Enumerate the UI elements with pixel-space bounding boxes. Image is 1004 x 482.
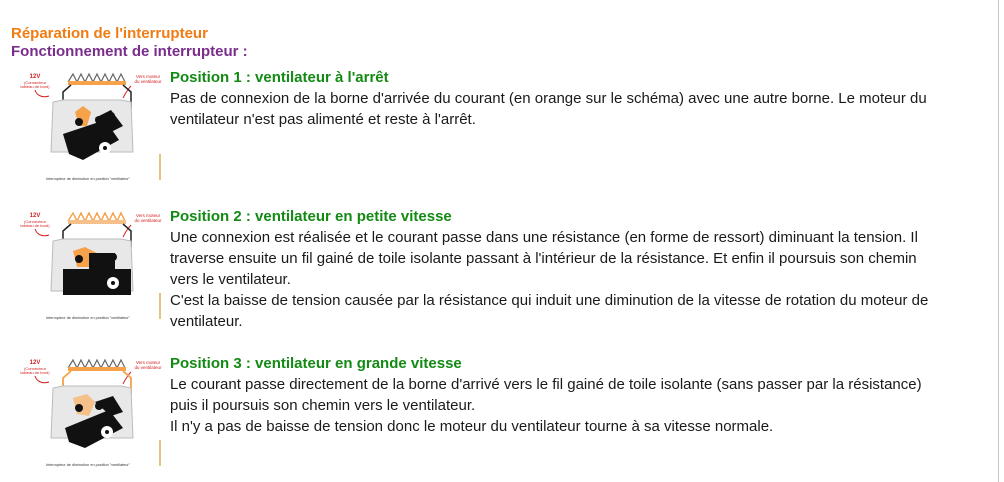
position-3-title: Position 3 : ventilateur en grande vitesse <box>170 355 462 372</box>
position-2-paragraph-1: Une connexion est réalisée et le courant passe dans une résistance (en forme de ressort) diminuant la tension. Il traverse ensuite un fil gainé de toile isolante passant à l'intérieur de la résistance. Et enfin il poursuis son chemin vers le ventilateur. <box>170 229 918 288</box>
svg-text:tableau de bord): tableau de bord) <box>20 84 50 89</box>
svg-text:tableau de bord): tableau de bord) <box>20 370 50 375</box>
diagram-caption: Interrupteur de diminution en position "ventilateur" <box>46 316 130 320</box>
svg-text:Vers moteur: Vers moteur <box>135 213 161 218</box>
svg-text:Vers moteur: Vers moteur <box>135 360 161 365</box>
position-1-text <box>170 68 930 130</box>
diagram-caption: Interrupteur de diminution en position "ventilateur" <box>46 177 130 181</box>
position-2-paragraph-2: C'est la baisse de tension causée par la résistance qui induit une diminution de la vitesse de rotation du moteur de ventilateur. <box>170 292 929 330</box>
svg-text:du ventilateur: du ventilateur <box>134 79 162 84</box>
page-content <box>11 25 991 61</box>
function-title: Fonctionnement de interrupteur : <box>11 43 248 60</box>
svg-text:(Connecteur: (Connecteur <box>23 219 47 224</box>
switch-diagram-position-1 <box>13 68 163 181</box>
repair-title: Réparation de l'interrupteur <box>11 25 208 42</box>
switch-diagram-position-2 <box>13 207 163 320</box>
diagram-caption: Interrupteur de diminution en position "ventilateur" <box>46 463 130 467</box>
motor-note: Vers moteur <box>135 74 161 79</box>
position-2-title: Position 2 : ventilateur en petite vitesse <box>170 208 452 225</box>
position-3-text <box>170 354 930 437</box>
svg-text:tableau de bord): tableau de bord) <box>20 223 50 228</box>
switch-diagram-position-3 <box>13 354 163 467</box>
position-1-paragraph: Pas de connexion de la borne d'arrivée du courant (en orange sur le schéma) avec une autre borne. Le moteur du ventilateur n'est pas alimenté et reste à l'arrêt. <box>170 90 927 128</box>
svg-text:(Connecteur: (Connecteur <box>23 366 47 371</box>
position-2-text <box>170 207 930 332</box>
voltage-label: 12V <box>29 213 41 219</box>
position-3-paragraph-2: Il n'y a pas de baisse de tension donc le moteur du ventilateur tourne à sa vitesse normale. <box>170 418 774 435</box>
source-note: (Connecteur <box>23 80 47 85</box>
svg-text:du ventilateur: du ventilateur <box>134 218 162 223</box>
svg-text:du ventilateur: du ventilateur <box>134 365 162 370</box>
position-1-title: Position 1 : ventilateur à l'arrêt <box>170 69 389 86</box>
position-3-paragraph-1: Le courant passe directement de la borne d'arrivé vers le fil gainé de toile isolante (sans passer par la résistance) puis il poursuis son chemin vers le ventilateur. <box>170 376 922 414</box>
voltage-label: 12V <box>29 74 41 80</box>
content-right-border <box>998 0 999 482</box>
voltage-label: 12V <box>29 360 41 366</box>
